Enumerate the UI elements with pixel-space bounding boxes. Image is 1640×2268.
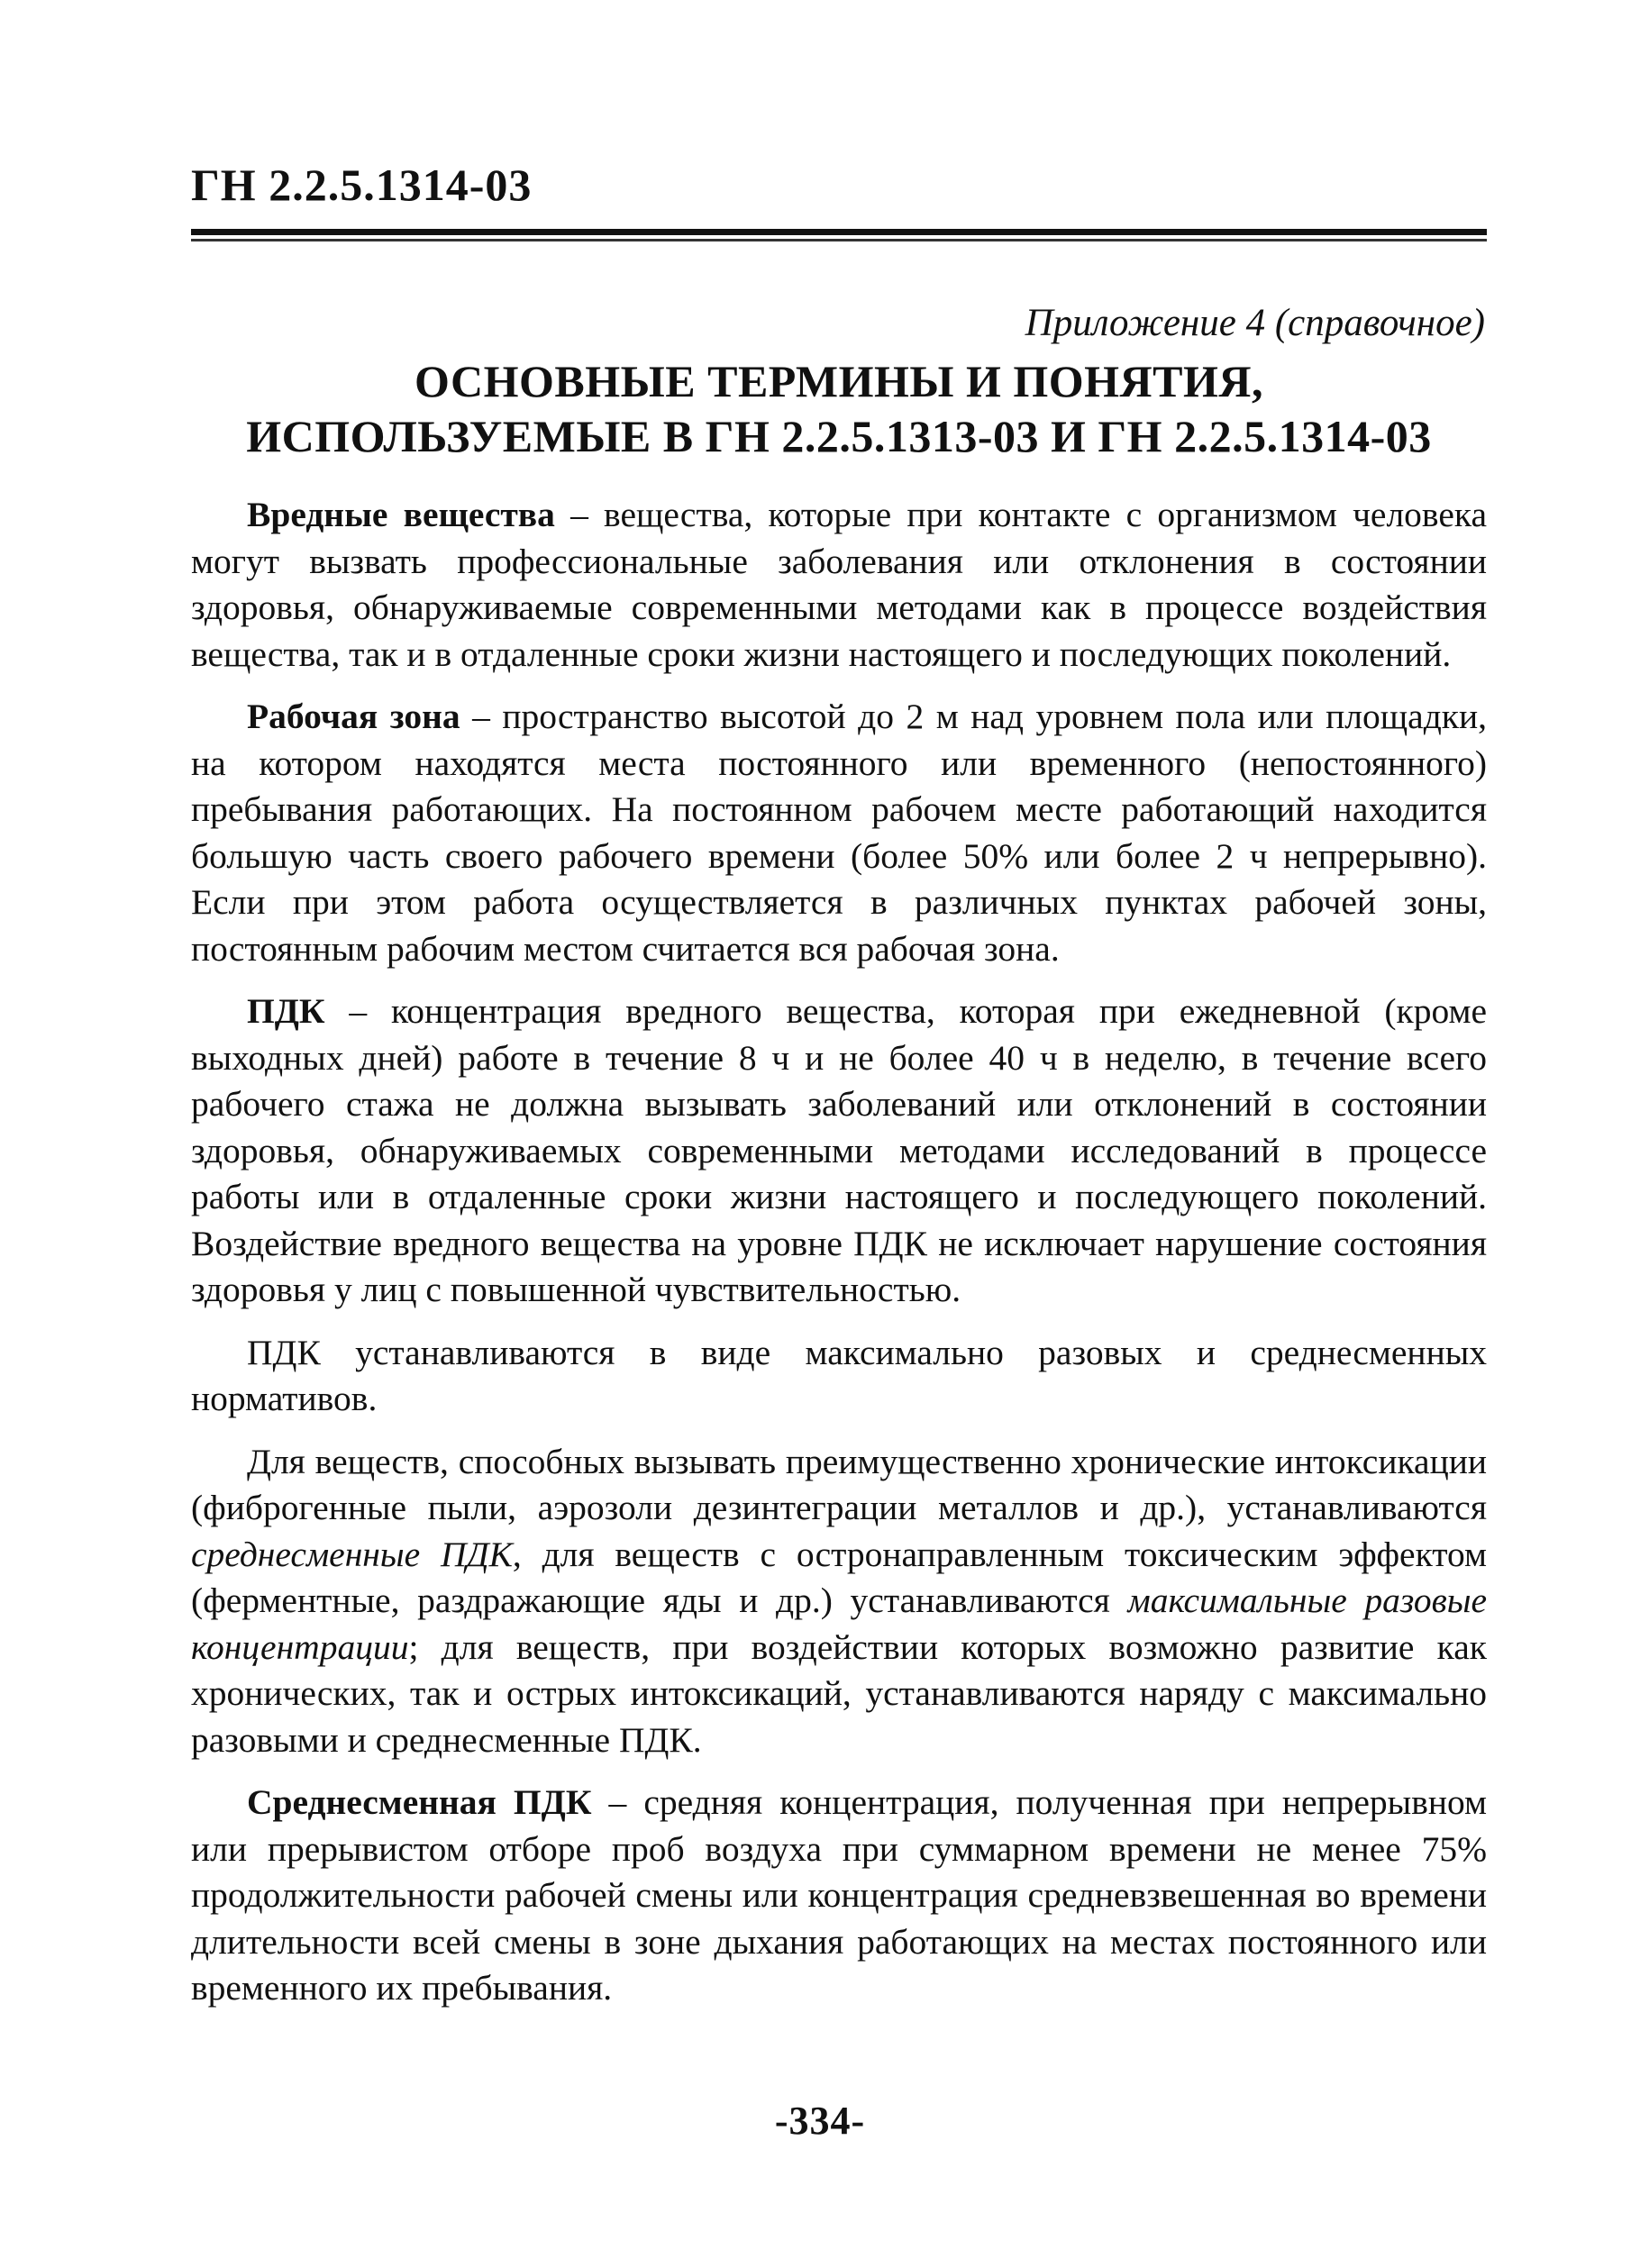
- term-working-zone: Рабочая зона: [247, 697, 460, 736]
- page-number: -334-: [774, 2099, 866, 2143]
- paragraph-text: , для веществ с остронаправленным токсическим эффектом (ферментные, раздражающие яды и др.) устанавливаются: [191, 1534, 1487, 1620]
- paragraph-text: ПДК устанавливаются в виде максимально разовых и среднесменных нормативов.: [191, 1332, 1487, 1418]
- paragraph-mac-types: [191, 1330, 1487, 1423]
- paragraph-text: ; для веществ, при воздействии которых возможно развитие как хронических, так и острых интоксикаций, устанавливаются наряду с максимально разовыми и среднесменные ПДК.: [191, 1626, 1487, 1760]
- section-title: [191, 354, 1487, 464]
- definition-shift-average-mac: [191, 1780, 1487, 2012]
- header-rule: [191, 229, 1487, 235]
- paragraph-text: Для веществ, способных вызывать преимущественно хронические интоксикации (фиброгенные пыли, аэрозоли дезинтеграции металлов и др.), устанавливаются: [191, 1441, 1487, 1527]
- definition-mac: [191, 988, 1487, 1314]
- term-harmful-substances: Вредные вещества: [247, 495, 555, 534]
- definition-text: – концентрация вредного вещества, которая при ежедневной (кроме выходных дней) работе в течение 8 ч и не более 40 ч в неделю, в течение всего рабочего стажа не должна вызывать заболеваний или отклонений в состоянии здоровья, обнаруживаемых современными методами исследований в процессе работы или в отдаленные сроки жизни настоящего и последующего поколений. Воздействие вредного вещества на уровне ПДК не исключает нарушение состояния здоровья у лиц с повышенной чувствительностью.: [191, 991, 1487, 1309]
- definition-working-zone: [191, 694, 1487, 972]
- term-mac: ПДК: [247, 991, 325, 1031]
- running-header: [191, 159, 1487, 235]
- emphasis-shift-average-mac: среднесменные ПДК: [191, 1534, 513, 1574]
- document-code: ГН 2.2.5.1314-03: [191, 159, 533, 210]
- title-line-2: ИСПОЛЬЗУЕМЫЕ В ГН 2.2.5.1313-03 И ГН 2.2.5.1314-03: [246, 411, 1432, 461]
- emphasis-max-single-concentration: максимальные разовые концентрации: [191, 1580, 1487, 1667]
- appendix-label: Приложение 4 (справочное): [1025, 302, 1485, 344]
- definition-harmful-substances: [191, 492, 1487, 678]
- paragraph-mac-application: [191, 1439, 1487, 1764]
- body-text: [191, 492, 1487, 2028]
- definition-text: – вещества, которые при контакте с организмом человека могут вызвать профессиональные заболевания или отклонения в состоянии здоровья, обнаруживаемые современными методами как в процессе воздействия вещества, так и в отдаленные сроки жизни настоящего и последующих поколений.: [191, 495, 1488, 674]
- definition-text: – средняя концентрация, полученная при непрерывном или прерывистом отборе проб воздуха при суммарном времени не менее 75% продолжительности рабочей смены или концентрация средневзвешенная во времени длительности всей смены в зоне дыхания работающих на местах постоянного или временного их пребывания.: [191, 1782, 1487, 2008]
- title-line-1: ОСНОВНЫЕ ТЕРМИНЫ И ПОНЯТИЯ,: [415, 356, 1263, 406]
- definition-text: – пространство высотой до 2 м над уровнем пола или площадки, на котором находятся места постоянного или временного (непостоянного) пребывания работающих. На постоянном рабочем месте работающий находится большую часть своего рабочего времени (более 50% или более 2 ч непрерывно). Если при этом работа осуществляется в различных пунктах рабочей зоны, постоянным рабочим местом считается вся рабочая зона.: [191, 697, 1487, 969]
- term-shift-average-mac: Среднесменная ПДК: [247, 1782, 592, 1822]
